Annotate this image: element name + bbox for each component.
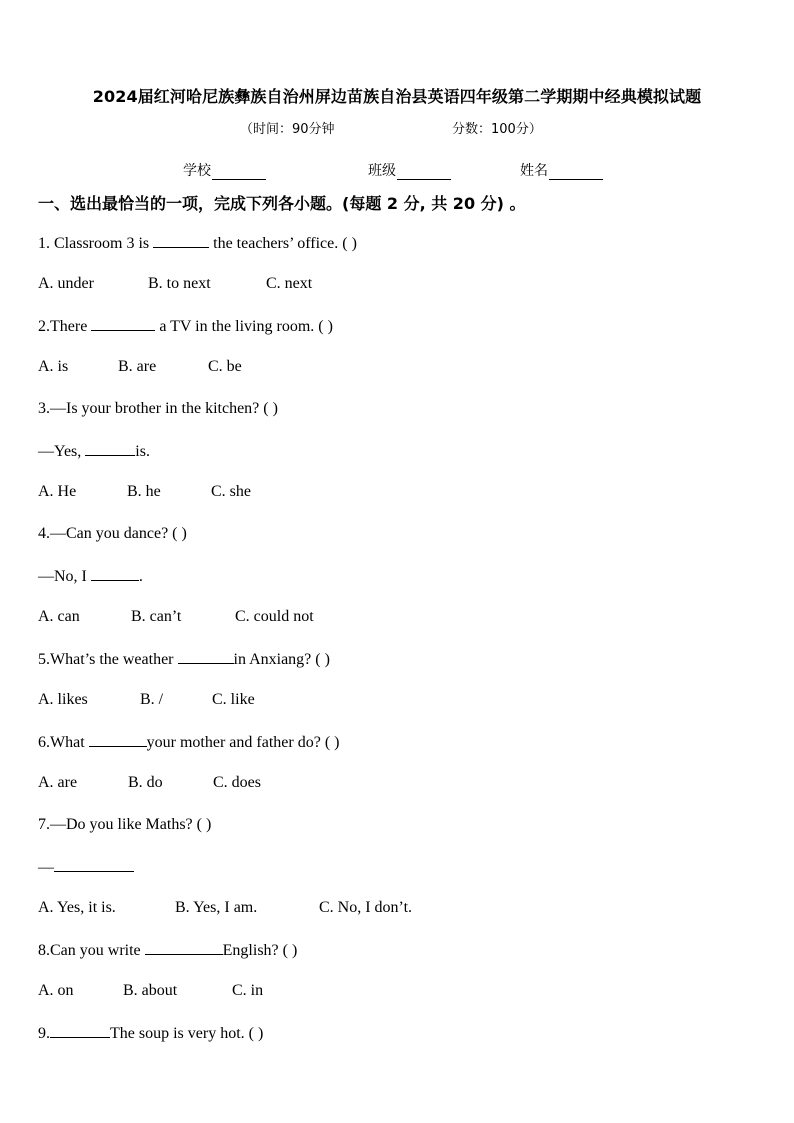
- question-8-blank[interactable]: [145, 940, 223, 955]
- question-6-blank[interactable]: [89, 732, 147, 747]
- school-label: 学校: [183, 163, 211, 179]
- question-8: [38, 940, 297, 961]
- exam-title: 2024届红河哈尼族彝族自治州屏边苗族自治县英语四年级第二学期期中经典模拟试题: [92, 87, 702, 106]
- question-5-text-end: in Anxiang? ( ): [233, 651, 330, 668]
- question-3: [38, 399, 278, 419]
- question-3-reply: [38, 441, 150, 462]
- question-7-options: [38, 898, 412, 918]
- question-8-options: [38, 981, 263, 1001]
- question-1-text-start: 1. Classroom 3 is: [38, 235, 154, 252]
- question-5-blank[interactable]: [178, 649, 234, 664]
- question-4-options: [38, 607, 314, 627]
- question-8-option-b[interactable]: B. about: [123, 982, 178, 999]
- question-1-blank[interactable]: [153, 233, 209, 248]
- question-5-text-start: 5.What’s the weather: [38, 651, 178, 668]
- question-9-text-end: The soup is very hot. ( ): [110, 1025, 264, 1042]
- question-7: [38, 815, 211, 835]
- question-5: [38, 649, 330, 670]
- question-7-option-b[interactable]: B. Yes, I am.: [175, 899, 258, 916]
- class-label: 班级: [368, 163, 396, 179]
- question-6-option-b[interactable]: B. do: [128, 774, 163, 791]
- question-1: [38, 233, 357, 254]
- question-4-reply-end: .: [138, 568, 143, 585]
- question-3-options: [38, 482, 251, 502]
- question-3-reply-start: —Yes,: [38, 443, 86, 460]
- question-5-option-b[interactable]: B. /: [140, 691, 164, 708]
- student-info-fields: [0, 160, 794, 182]
- question-9-text-start: 9.: [38, 1025, 50, 1042]
- class-field[interactable]: [368, 160, 451, 180]
- question-5-option-a[interactable]: A. likes: [38, 691, 88, 708]
- exam-score: 分数：100分）: [452, 122, 542, 137]
- school-blank[interactable]: [212, 163, 266, 180]
- question-2-options: [38, 357, 242, 377]
- question-2-option-a[interactable]: A. is: [38, 358, 69, 375]
- question-2-option-b[interactable]: B. are: [118, 358, 157, 375]
- question-7-reply-start: —: [38, 859, 54, 876]
- question-7-option-a[interactable]: A. Yes, it is.: [38, 899, 116, 916]
- question-4-option-b[interactable]: B. can’t: [131, 608, 182, 625]
- question-2-text-end: a TV in the living room. ( ): [155, 318, 333, 335]
- question-1-option-a[interactable]: A. under: [38, 275, 94, 292]
- name-blank[interactable]: [549, 163, 603, 180]
- question-4-option-a[interactable]: A. can: [38, 608, 80, 625]
- question-4-reply-start: —No, I: [38, 568, 91, 585]
- question-3-option-a[interactable]: A. He: [38, 483, 77, 500]
- question-6-option-a[interactable]: A. are: [38, 774, 78, 791]
- question-6-text-end: your mother and father do? ( ): [146, 734, 340, 751]
- question-3-text: 3.—Is your brother in the kitchen? ( ): [38, 400, 278, 417]
- question-8-option-c[interactable]: C. in: [232, 982, 264, 999]
- question-4-blank[interactable]: [91, 566, 139, 581]
- question-7-blank[interactable]: [54, 857, 134, 872]
- question-2-option-c[interactable]: C. be: [208, 358, 242, 375]
- question-4-reply: [38, 566, 143, 587]
- question-5-option-c[interactable]: C. like: [212, 691, 255, 708]
- exam-time: （时间：90分钟: [240, 122, 335, 137]
- question-3-reply-end: is.: [135, 443, 150, 460]
- question-3-option-b[interactable]: B. he: [127, 483, 161, 500]
- question-1-text-end: the teachers’ office. ( ): [209, 235, 357, 252]
- question-8-text-end: English? ( ): [222, 942, 298, 959]
- question-1-option-c[interactable]: C. next: [266, 275, 313, 292]
- name-label: 姓名: [520, 163, 548, 179]
- question-2-text-start: 2.There: [38, 318, 92, 335]
- question-7-option-c[interactable]: C. No, I don’t.: [319, 899, 413, 916]
- question-3-option-c[interactable]: C. she: [211, 483, 251, 500]
- question-2-blank[interactable]: [91, 316, 155, 331]
- question-3-blank[interactable]: [85, 441, 135, 456]
- school-field[interactable]: [183, 160, 266, 180]
- question-2: [38, 316, 333, 337]
- question-4-option-c[interactable]: C. could not: [235, 608, 314, 625]
- question-5-options: [38, 690, 255, 710]
- question-6-text-start: 6.What: [38, 734, 89, 751]
- class-blank[interactable]: [397, 163, 451, 180]
- question-6-options: [38, 773, 261, 793]
- question-9-blank[interactable]: [50, 1023, 110, 1038]
- question-8-option-a[interactable]: A. on: [38, 982, 74, 999]
- name-field[interactable]: [520, 160, 603, 180]
- question-4: [38, 524, 187, 544]
- question-1-options: [38, 274, 312, 294]
- section-heading: 一、选出最恰当的一项，完成下列各小题。(每题 2 分, 共 20 分) 。: [38, 194, 526, 213]
- question-7-reply: [38, 857, 134, 878]
- question-6-option-c[interactable]: C. does: [213, 774, 261, 791]
- question-1-option-b[interactable]: B. to next: [148, 275, 211, 292]
- question-6: [38, 732, 339, 753]
- question-4-text: 4.—Can you dance? ( ): [38, 525, 187, 542]
- question-7-text: 7.—Do you like Maths? ( ): [38, 816, 212, 833]
- question-8-text-start: 8.Can you write: [38, 942, 145, 959]
- question-9: [38, 1023, 263, 1044]
